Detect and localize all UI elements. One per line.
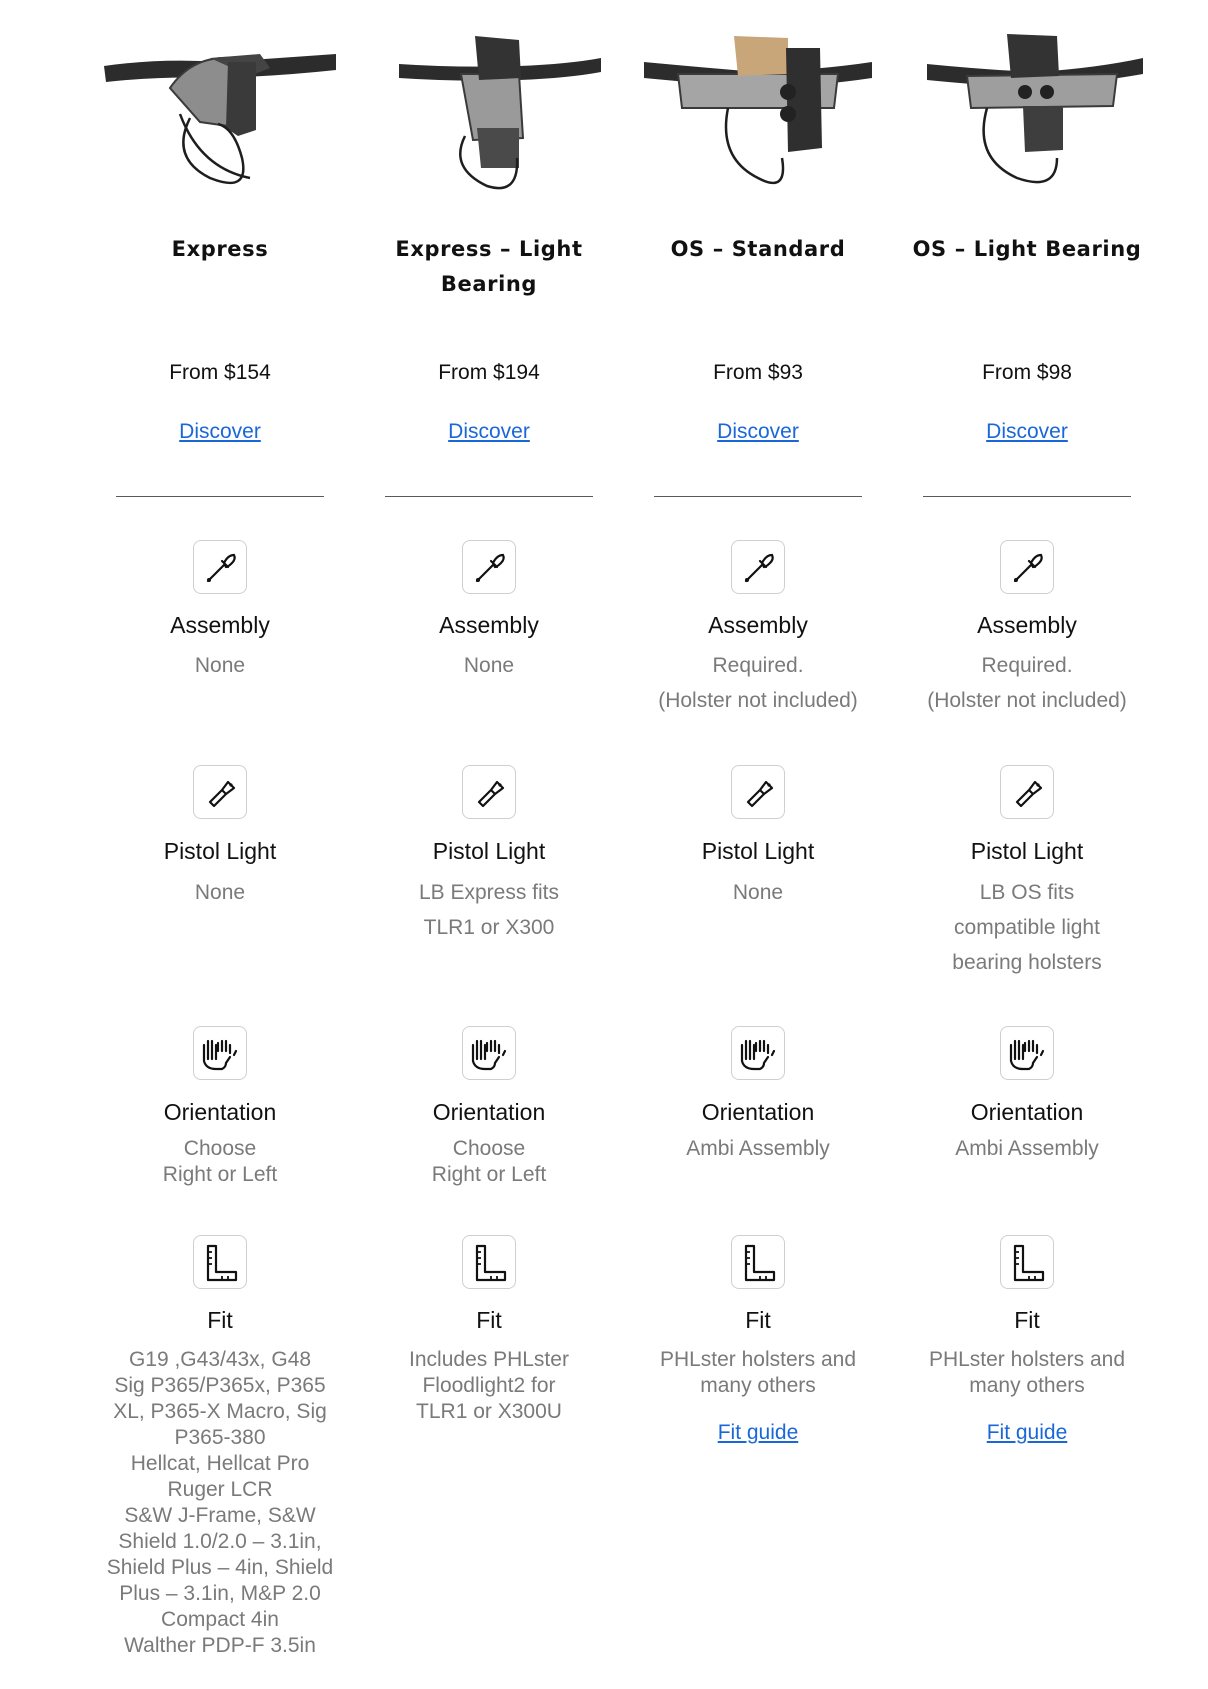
assembly-value-line: Required. [712, 654, 804, 677]
discover-link[interactable]: Discover [448, 420, 530, 443]
pistol-light-line: LB Express fits [418, 881, 560, 904]
assembly-icon [1000, 540, 1054, 594]
pistol-light-value [628, 875, 888, 910]
orientation-line: Ambi Assembly [686, 1137, 830, 1160]
fit-line: Ruger LCR [167, 1478, 273, 1501]
product-name: OS – Standard [670, 237, 846, 261]
fit-line: G19 ,G43/43x, G48 [128, 1348, 312, 1371]
divider [116, 496, 324, 497]
hands-icon [1000, 1026, 1054, 1080]
fit-line: Hellcat, Hellcat Pro [130, 1452, 310, 1475]
ruler-icon [731, 1235, 785, 1289]
assembly-value-line: (Holster not included) [927, 689, 1127, 712]
divider [923, 496, 1131, 497]
assembly-value [359, 648, 619, 683]
discover-link[interactable]: Discover [179, 420, 261, 443]
product-name: OS – Light Bearing [912, 237, 1142, 261]
product-name: Express [171, 237, 269, 261]
product-image[interactable] [100, 18, 340, 198]
orientation-line: Right or Left [431, 1163, 547, 1186]
assembly-icon [731, 540, 785, 594]
holster-rig-illustration [907, 18, 1147, 198]
assembly-label: Assembly [439, 612, 539, 638]
product-price: From $93 [713, 361, 803, 384]
fit-label: Fit [476, 1307, 502, 1333]
divider [385, 496, 593, 497]
orientation-line: Right or Left [162, 1163, 278, 1186]
pistol-light-line: bearing holsters [952, 951, 1102, 974]
product-column-os-standard [628, 0, 888, 1689]
product-price: From $154 [169, 361, 271, 384]
fit-value [628, 1347, 888, 1399]
assembly-label: Assembly [708, 612, 808, 638]
assembly-icon [193, 540, 247, 594]
assembly-label: Assembly [977, 612, 1077, 638]
pistol-light-line: TLR1 or X300 [423, 916, 555, 939]
fit-line: many others [700, 1374, 816, 1397]
assembly-value-line: None [194, 654, 246, 677]
pistol-light-value [359, 875, 619, 945]
ruler-icon [462, 1235, 516, 1289]
orientation-value [897, 1136, 1157, 1162]
fit-guide-link[interactable]: Fit guide [986, 1421, 1068, 1444]
orientation-line: Ambi Assembly [955, 1137, 1099, 1160]
fit-label: Fit [745, 1307, 771, 1333]
pistol-light-line: LB OS fits [979, 881, 1075, 904]
fit-line: PHLster holsters and [928, 1348, 1126, 1371]
fit-line: S&W J-Frame, S&W [124, 1504, 316, 1527]
assembly-icon [462, 540, 516, 594]
product-image[interactable] [638, 18, 878, 198]
discover-link[interactable]: Discover [986, 420, 1068, 443]
fit-line: Includes PHLster [409, 1348, 569, 1371]
holster-rig-illustration [638, 18, 878, 198]
fit-line: TLR1 or X300U [416, 1400, 562, 1423]
product-column-express [90, 0, 350, 1689]
pistol-light-value [90, 875, 350, 910]
product-column-os-light-bearing [897, 0, 1157, 1689]
pistol-light-line: None [194, 881, 246, 904]
orientation-label: Orientation [163, 1099, 277, 1125]
orientation-value [628, 1136, 888, 1162]
fit-line: PHLster holsters and [659, 1348, 857, 1371]
fit-guide-link[interactable]: Fit guide [717, 1421, 799, 1444]
fit-line: Walther PDP-F 3.5in [124, 1634, 316, 1657]
flashlight-icon [1000, 765, 1054, 819]
pistol-light-label: Pistol Light [163, 838, 277, 864]
discover-link[interactable]: Discover [717, 420, 799, 443]
product-price: From $98 [982, 361, 1072, 384]
fit-label: Fit [207, 1307, 233, 1333]
orientation-value [90, 1136, 350, 1188]
pistol-light-value [897, 875, 1157, 980]
fit-value [90, 1347, 350, 1659]
holster-rig-illustration [100, 18, 340, 198]
pistol-light-label: Pistol Light [432, 838, 546, 864]
fit-line: many others [969, 1374, 1085, 1397]
pistol-light-label: Pistol Light [701, 838, 815, 864]
orientation-line: Choose [452, 1137, 526, 1160]
product-name: Express – Light Bearing [395, 237, 583, 296]
product-image[interactable] [369, 18, 609, 198]
flashlight-icon [731, 765, 785, 819]
orientation-label: Orientation [970, 1099, 1084, 1125]
orientation-label: Orientation [432, 1099, 546, 1125]
fit-line: Shield Plus – 4in, Shield [106, 1556, 334, 1579]
assembly-value [90, 648, 350, 683]
product-image[interactable] [907, 18, 1147, 198]
flashlight-icon [193, 765, 247, 819]
product-price: From $194 [438, 361, 540, 384]
orientation-line: Choose [183, 1137, 257, 1160]
holster-rig-illustration [369, 18, 609, 198]
orientation-label: Orientation [701, 1099, 815, 1125]
assembly-label: Assembly [170, 612, 270, 638]
fit-line: P365-380 [174, 1426, 266, 1449]
assembly-value [897, 648, 1157, 718]
fit-value [897, 1347, 1157, 1399]
fit-line: Plus – 3.1in, M&P 2.0 [119, 1582, 321, 1605]
ruler-icon [193, 1235, 247, 1289]
hands-icon [731, 1026, 785, 1080]
divider [654, 496, 862, 497]
fit-line: XL, P365-X Macro, Sig [113, 1400, 327, 1423]
fit-value [359, 1347, 619, 1425]
pistol-light-line: compatible light [954, 916, 1100, 939]
fit-line: Floodlight2 for [422, 1374, 556, 1397]
assembly-value-line: (Holster not included) [658, 689, 858, 712]
hands-icon [193, 1026, 247, 1080]
assembly-value-line: Required. [981, 654, 1073, 677]
assembly-value-line: None [463, 654, 515, 677]
fit-label: Fit [1014, 1307, 1040, 1333]
pistol-light-line: None [732, 881, 784, 904]
ruler-icon [1000, 1235, 1054, 1289]
hands-icon [462, 1026, 516, 1080]
fit-line: Sig P365/P365x, P365 [114, 1374, 326, 1397]
pistol-light-label: Pistol Light [970, 838, 1084, 864]
fit-line: Compact 4in [161, 1608, 279, 1631]
orientation-value [359, 1136, 619, 1188]
assembly-value [628, 648, 888, 718]
flashlight-icon [462, 765, 516, 819]
fit-line: Shield 1.0/2.0 – 3.1in, [118, 1530, 322, 1553]
product-column-express-light-bearing [359, 0, 619, 1689]
